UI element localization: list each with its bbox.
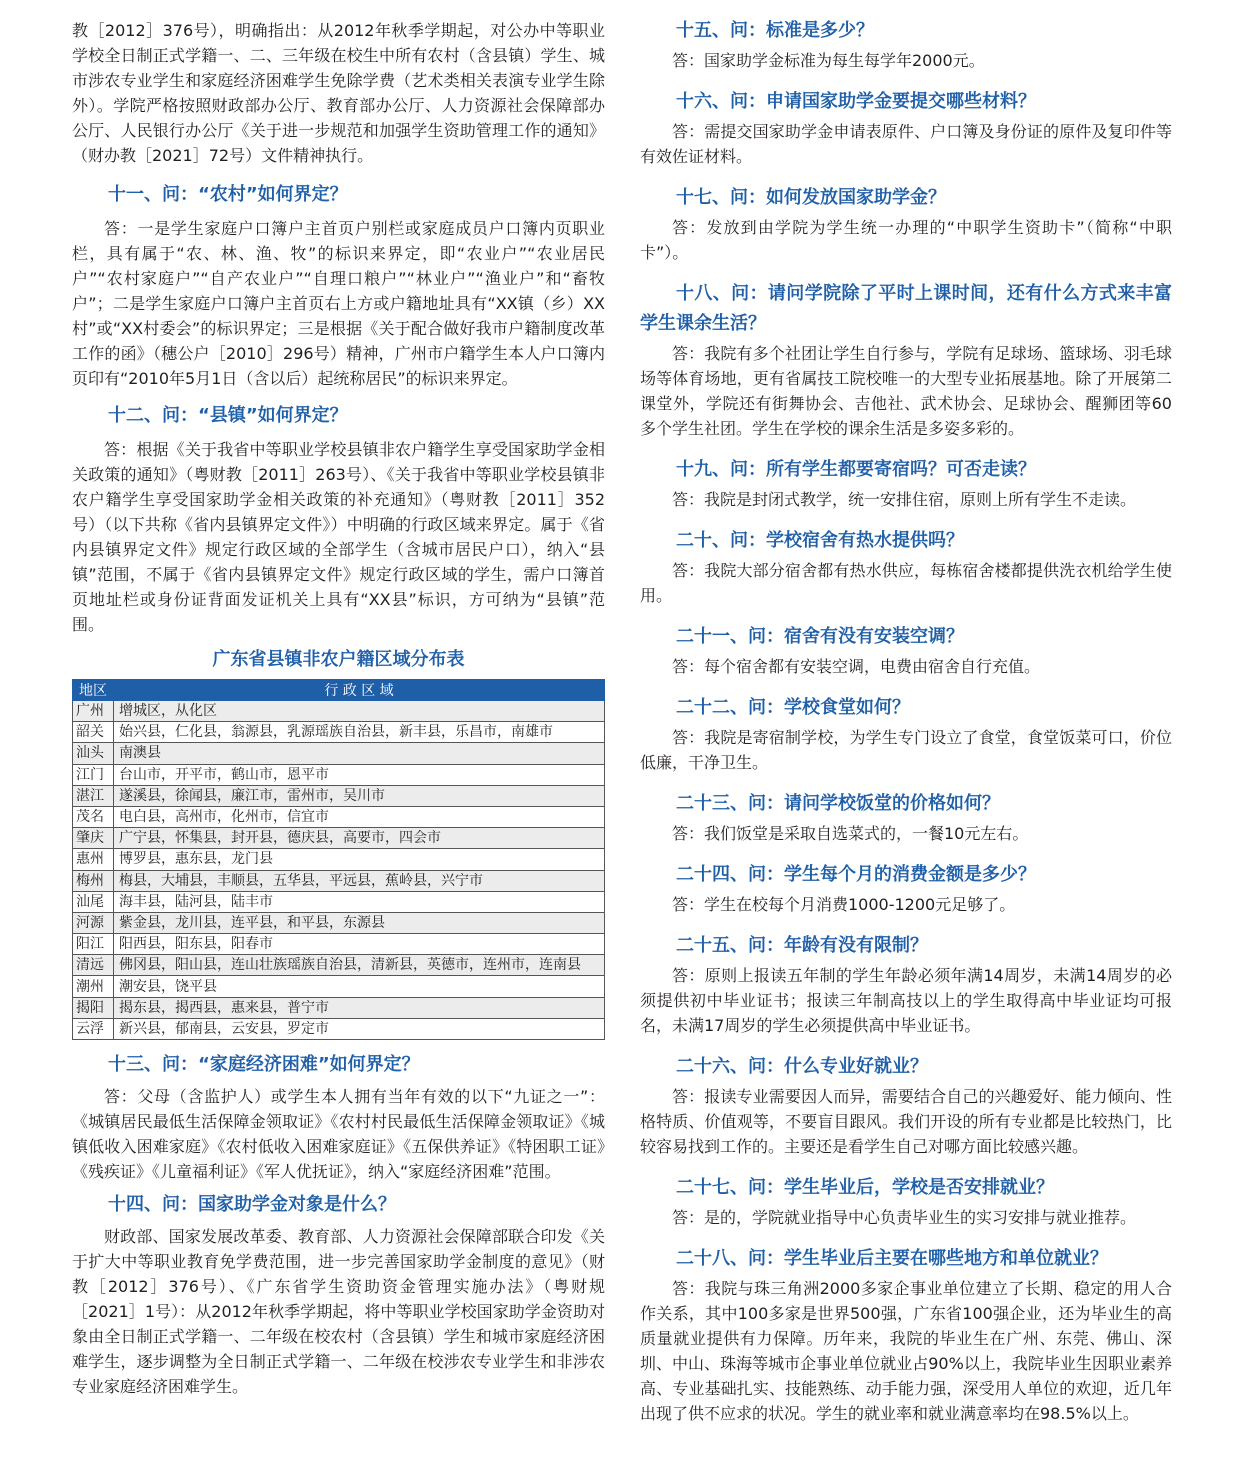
answer-19: 答：我院是封闭式教学，统一安排住宿，原则上所有学生不走读。 [672, 490, 1137, 509]
table-row [73, 785, 605, 806]
answer-27: 答：是的，学院就业指导中心负责毕业生的实习安排与就业推荐。 [672, 1208, 1137, 1227]
answer-22: 答：我院是寄宿制学校，为学生专门设立了食堂，食堂饭菜可口，价位低廉，干净卫生。 [640, 728, 1172, 772]
question-12: 十二、问：“县镇”如何界定？ [108, 405, 348, 426]
table-row [73, 934, 605, 955]
question-15: 十五、问：标准是多少？ [676, 20, 874, 41]
row-area: 遂溪县，徐闻县，廉江市，雷州市，吴川市 [114, 785, 605, 806]
row-area: 佛冈县，阳山县，连山壮族瑶族自治县，清新县，英德市，连州市，连南县 [114, 955, 605, 976]
table-row [73, 870, 605, 891]
answer-24: 答：学生在校每个月消费1000-1200元足够了。 [672, 895, 1016, 914]
row-area: 揭东县，揭西县，惠来县，普宁市 [114, 997, 605, 1018]
table-row [73, 891, 605, 912]
answer-28: 答：我院与珠三角洲2000多家企事业单位建立了长期、稳定的用人合作关系，其中100多家是世界500强，广东省100强企业，还为毕业生的高质量就业提供有力保障。历年来，我院的毕业生在广州、东莞、佛山、深圳、中山、珠海等城市企事业单位就业占90%以上，我院毕业生因职业素养高、专业基础扎实、技能熟练、动手能力强，深受用人单位的欢迎，近几年出现了供不应求的状况。学生的就业率和就业满意率均在98.5%以上。 [640, 1279, 1172, 1423]
table-row [73, 849, 605, 870]
answer-16: 答：需提交国家助学金申请表原件、户口簿及身份证的原件及复印件等有效佐证材料。 [640, 122, 1172, 166]
row-area: 新兴县，郁南县，云安县，罗定市 [114, 1018, 605, 1039]
table-row [73, 976, 605, 997]
row-region: 潮州 [73, 976, 114, 997]
row-area: 电白县，高州市，化州市，信宜市 [114, 806, 605, 827]
table-row [73, 764, 605, 785]
question-17: 十七、问：如何发放国家助学金？ [676, 187, 946, 208]
row-region: 湛江 [73, 785, 114, 806]
table-header [73, 680, 605, 701]
question-28: 二十八、问：学生毕业后主要在哪些地方和单位就业？ [676, 1248, 1108, 1269]
row-area: 台山市，开平市，鹤山市，恩平市 [114, 764, 605, 785]
question-19: 十九、问：所有学生都要寄宿吗？可否走读？ [676, 459, 1036, 480]
row-area: 阳西县，阳东县，阳春市 [114, 934, 605, 955]
row-region: 茂名 [73, 806, 114, 827]
answer-12: 答：根据《关于我省中等职业学校县镇非农户籍学生享受国家助学金相关政策的通知》（粤财教［2011］263号）、《关于我省中等职业学校县镇非农户籍学生享受国家助学金相关政策的补充通知》（粤财教［2011］352号）（以下共称《省内县镇界定文件》）中明确的行政区域来界定。属于《省内县镇界定文件》规定行政区域的全部学生（含城市居民户口），纳入“县镇”范围，不属于《省内县镇界定文件》规定行政区域的学生，需户口簿首页地址栏或身份证背面发证机关上具有“XX县”标识，方可纳为“县镇”范围。 [72, 440, 605, 634]
answer-18: 答：我院有多个社团让学生自行参与，学院有足球场、篮球场、羽毛球场等体育场地，更有省属技工院校唯一的大型专业拓展基地。除了开展第二课堂外，学院还有街舞协会、吉他社、武术协会、足球协会、醒狮团等60多个学生社团。学生在学校的课余生活是多姿多彩的。 [640, 344, 1172, 438]
question-24: 二十四、问：学生每个月的消费金额是多少？ [676, 864, 1036, 885]
table-row [73, 701, 605, 722]
question-13: 十三、问：“家庭经济困难”如何界定？ [108, 1054, 420, 1075]
question-27: 二十七、问：学生毕业后，学校是否安排就业？ [676, 1177, 1054, 1198]
row-region: 揭阳 [73, 997, 114, 1018]
row-region: 汕尾 [73, 891, 114, 912]
question-25: 二十五、问：年龄有没有限制？ [676, 935, 928, 956]
question-26: 二十六、问：什么专业好就业？ [676, 1056, 928, 1077]
question-22: 二十二、问：学校食堂如何？ [676, 697, 910, 718]
header-region: 地区 [73, 680, 114, 701]
table-row [73, 806, 605, 827]
answer-14: 财政部、国家发展改革委、教育部、人力资源社会保障部联合印发《关于扩大中等职业教育免学费范围，进一步完善国家助学金制度的意见》（财教［2012］376号）、《广东省学生资助资金管理实施办法》（粤财规［2021］1号）：从2012年秋季学期起，将中等职业学校国家助学金资助对象由全日制正式学籍一、二年级在校农村（含县镇）学生和城市家庭经济困难学生，逐步调整为全日制正式学籍一、二年级在校涉农专业学生和非涉农专业家庭经济困难学生。 [72, 1227, 605, 1396]
row-area: 梅县，大埔县，丰顺县，五华县，平远县，蕉岭县，兴宁市 [114, 870, 605, 891]
row-region: 韶关 [73, 722, 114, 743]
question-23: 二十三、问：请问学校饭堂的价格如何？ [676, 793, 1000, 814]
region-table [72, 679, 605, 1040]
row-region: 汕头 [73, 743, 114, 764]
row-area: 博罗县，惠东县，龙门县 [114, 849, 605, 870]
row-area: 紫金县，龙川县，连平县，和平县，东源县 [114, 912, 605, 933]
row-area: 始兴县，仁化县，翁源县，乳源瑶族自治县，新丰县，乐昌市，南雄市 [114, 722, 605, 743]
table-row [73, 722, 605, 743]
answer-11: 答：一是学生家庭户口簿户主首页户别栏或家庭成员户口簿内页职业栏，具有属于“农、林、渔、牧”的标识来界定，即“农业户”“农业居民户”“农村家庭户”“自产农业户”“自理口粮户”“林业户”“渔业户”和“畜牧户”；二是学生家庭户口簿户主首页右上方或户籍地址具有“XX镇（乡）XX村”或“XX村委会”的标识界定；三是根据《关于配合做好我市户籍制度改革工作的函》（穗公户［2010］296号）精神，广州市户籍学生本人户口簿内页印有“2010年5月1日（含以后）起统称居民”的标识来界定。 [72, 219, 605, 388]
row-region: 肇庆 [73, 828, 114, 849]
answer-21: 答：每个宿舍都有安装空调，电费由宿舍自行充值。 [672, 657, 1041, 676]
table-row [73, 1018, 605, 1039]
row-area: 南澳县 [114, 743, 605, 764]
right-column [640, 0, 1172, 1426]
row-region: 惠州 [73, 849, 114, 870]
row-region: 阳江 [73, 934, 114, 955]
question-20: 二十、问：学校宿舍有热水提供吗？ [676, 530, 964, 551]
header-area: 行 政 区 域 [114, 680, 605, 701]
table-row [73, 955, 605, 976]
row-region: 梅州 [73, 870, 114, 891]
answer-15: 答：国家助学金标准为每生每学年2000元。 [672, 51, 985, 70]
table-row [73, 828, 605, 849]
intro-paragraph: 教［2012］376号），明确指出：从2012年秋季学期起，对公办中等职业学校全日制正式学籍一、二、三年级在校生中所有农村（含县镇）学生、城市涉农专业学生和家庭经济困难学生免除学费（艺术类相关表演专业学生除外）。学院严格按照财政部办公厅、教育部办公厅、人力资源社会保障部办公厅、人民银行办公厅《关于进一步规范和加强学生资助管理工作的通知》（财办教［2021］72号）文件精神执行。 [72, 21, 605, 165]
question-18: 十八、问：请问学院除了平时上课时间，还有什么方式来丰富学生课余生活？ [640, 283, 1172, 334]
row-area: 广宁县，怀集县，封开县，德庆县，高要市，四会市 [114, 828, 605, 849]
answer-13: 答：父母（含监护人）或学生本人拥有当年有效的以下“九证之一”：《城镇居民最低生活保障金领取证》《农村村民最低生活保障金领取证》《城镇低收入困难家庭》《农村低收入困难家庭证》《五保供养证》《特困职工证》《残疾证》《儿童福利证》《军人优抚证》，纳入“家庭经济困难”范围。 [72, 1087, 605, 1181]
answer-25: 答：原则上报读五年制的学生年龄必须年满14周岁，未满14周岁的必须提供初中毕业证书；报读三年制高技以上的学生取得高中毕业证均可报名，未满17周岁的学生必须提供高中毕业证书。 [640, 966, 1172, 1035]
row-area: 增城区，从化区 [114, 701, 605, 722]
question-21: 二十一、问：宿舍有没有安装空调？ [676, 626, 964, 647]
row-region: 清远 [73, 955, 114, 976]
answer-20: 答：我院大部分宿舍都有热水供应，每栋宿舍楼都提供洗衣机给学生使用。 [640, 561, 1172, 605]
question-16: 十六、问：申请国家助学金要提交哪些材料？ [676, 91, 1036, 112]
table-row [73, 743, 605, 764]
table-row [73, 912, 605, 933]
row-area: 海丰县，陆河县，陆丰市 [114, 891, 605, 912]
row-region: 广州 [73, 701, 114, 722]
table-title: 广东省县镇非农户籍区域分布表 [212, 649, 465, 670]
row-region: 河源 [73, 912, 114, 933]
row-area: 潮安县，饶平县 [114, 976, 605, 997]
answer-26: 答：报读专业需要因人而异，需要结合自己的兴趣爱好、能力倾向、性格特质、价值观等，不要盲目跟风。我们开设的所有专业都是比较热门，比较容易找到工作的。主要还是看学生自己对哪方面比较感兴趣。 [640, 1087, 1172, 1156]
question-14: 十四、问：国家助学金对象是什么？ [108, 1194, 396, 1215]
table-row [73, 997, 605, 1018]
question-11: 十一、问：“农村”如何界定？ [108, 184, 348, 205]
answer-23: 答：我们饭堂是采取自选菜式的，一餐10元左右。 [672, 824, 1029, 843]
row-region: 云浮 [73, 1018, 114, 1039]
row-region: 江门 [73, 764, 114, 785]
answer-17: 答：发放到由学院为学生统一办理的“中职学生资助卡”（简称“中职卡”）。 [640, 218, 1172, 262]
left-column [72, 0, 605, 1399]
